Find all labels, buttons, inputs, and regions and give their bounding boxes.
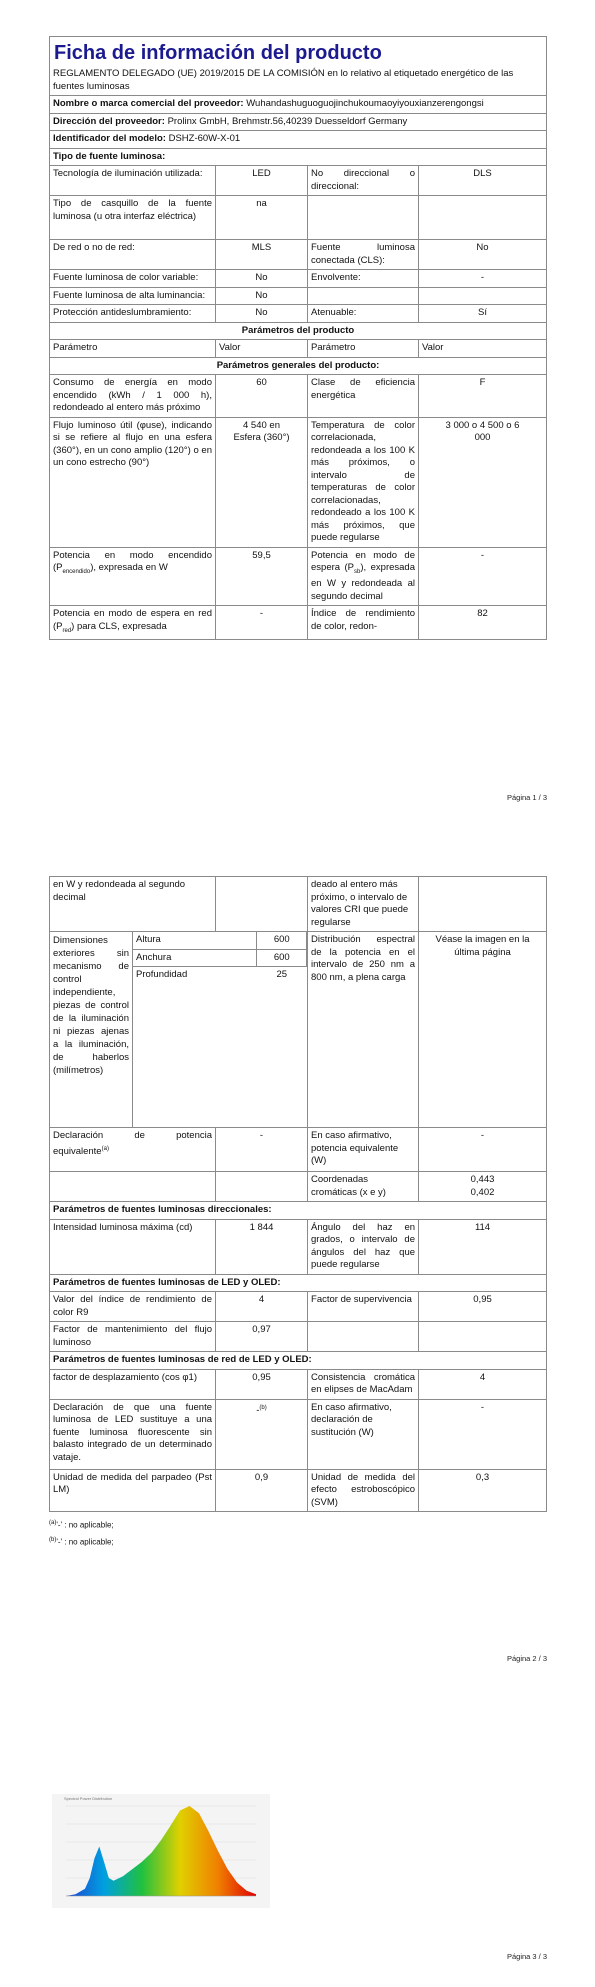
footnote-b: $^{(b)}$'-' : no aplicable; [49, 1536, 114, 1547]
source-row [50, 287, 547, 305]
continued-label: en W y redondeada al segundo decimal [50, 877, 216, 932]
info-table-page-2 [49, 876, 547, 1512]
mains-led-heading: Parámetros de fuentes luminosas de red de LED y OLED: [50, 1352, 547, 1370]
r9-value: 4 [216, 1292, 308, 1322]
chromaticity-label: Coordenadas cromáticas (x e y) [308, 1172, 419, 1202]
dimension-value: 600 [257, 949, 307, 967]
source-label: Tipo de casquillo de la fuente luminosa (u otra interfaz eléctrica) [50, 196, 216, 240]
beam-angle-label: Ángulo del haz en grados, o intervalo de ángulos del haz que puede regularse [308, 1219, 419, 1274]
source-row [50, 240, 547, 270]
dimensions-cell [133, 932, 308, 1128]
page-3 [0, 1780, 595, 1987]
supplier-address-value: Prolinx GmbH, Brehmstr.56,40239 Duesseldorf Germany [167, 115, 408, 127]
param-row [50, 1128, 547, 1172]
param-row [50, 1322, 547, 1352]
cri-label: Índice de rendimiento de color, redon- [308, 606, 419, 640]
equivalent-power-label: En caso afirmativo, potencia equivalente (W) [308, 1128, 419, 1172]
maintenance-value: 0,97 [216, 1322, 308, 1352]
page-2 [0, 876, 595, 1696]
model-value: DSHZ-60W-X-01 [168, 133, 241, 144]
standby-value: - [419, 547, 547, 606]
source-row [50, 270, 547, 288]
source-value: No [216, 305, 308, 323]
source-value: DLS [419, 166, 547, 196]
source-label: Fuente luminosa de alta luminancia: [50, 287, 216, 305]
source-label: Envolvente: [308, 270, 419, 288]
supplier-name-row [50, 96, 547, 114]
model-label: Identificador del modelo: [53, 133, 166, 144]
power-on-label: Potencia en modo encendido $(P_{encendido})$, expresada en W [50, 547, 216, 606]
param-row [50, 877, 547, 932]
supplier-address-row [50, 113, 547, 131]
source-value: LED [216, 166, 308, 196]
intensity-value: 1 844 [216, 1219, 308, 1274]
dimension-value: 25 [276, 969, 288, 980]
source-type-heading: Tipo de fuente luminosa: [50, 148, 547, 166]
spectrum-area [66, 1806, 256, 1896]
supplier-name-label: Nombre o marca comercial del proveedor: [53, 98, 244, 109]
params-heading: Parámetros del producto [50, 322, 547, 340]
source-label: Tecnología de iluminación utilizada: [50, 166, 216, 196]
source-label [308, 287, 419, 305]
macadam-label: Consistencia cromática en elipses de MacAdam [308, 1369, 419, 1399]
continued-label: deado al entero más próximo, o intervalo de valores CRI que puede regularse [308, 877, 419, 932]
equivalent-power-declaration-value: - [216, 1128, 308, 1172]
spectral-label: Distribución espectral de la potencia en el intervalo de 250 nm a 800 nm, a plena carga [308, 932, 419, 1128]
footnote-a: $^{(a)}$'-' : no aplicable; [49, 1520, 114, 1530]
param-value: 3 000 o 4 500 o 6 000 [419, 417, 547, 547]
model-row [50, 131, 547, 149]
source-label: Atenuable: [308, 305, 419, 323]
standby-label: Potencia en modo de espera $(P_{sb})$, expresada en W y redondeada al segundo decimal [308, 547, 419, 606]
param-row [50, 1292, 547, 1322]
page-number: Página 1 / 3 [506, 793, 547, 802]
led-heading: Parámetros de fuentes luminosas de LED y OLED: [50, 1274, 547, 1292]
net-standby-label: Potencia en modo de espera en red $(P_{red})$ para CLS, expresada [50, 606, 216, 640]
chart-header-text: Spectral Power Distribution [64, 1796, 113, 1801]
survival-value: 0,95 [419, 1292, 547, 1322]
dimensions-label: Dimensiones exteriores sin mecanismo de control independiente, piezas de control de la iluminación ni piezas ajenas a la iluminación, de haberlos (milímetros) [50, 932, 133, 1128]
param-row [50, 1469, 547, 1512]
param-row [50, 606, 547, 640]
param-row [50, 1399, 547, 1469]
source-row [50, 166, 547, 196]
equivalent-power-declaration-label: Declaración de potencia equivalente$^{(a)}$ [50, 1128, 216, 1172]
product-sheet-part-2 [49, 876, 546, 1549]
r9-label: Valor del índice de rendimiento de color R9 [50, 1292, 216, 1322]
flicker-label: Unidad de medida del parpadeo (Pst LM) [50, 1469, 216, 1512]
param-label: Flujo luminoso útil (φuse), indicando si se refiere al flujo en una esfera (360°), en un cono amplio (120°) o en un cono estrecho (90°) [50, 417, 216, 547]
param-row [50, 932, 547, 1128]
param-row [50, 1219, 547, 1274]
source-value: Sí [419, 305, 547, 323]
param-label: Consumo de energía en modo encendido (kWh / 1 000 h), redondeado al entero más próximo [50, 375, 216, 418]
source-row [50, 196, 547, 240]
page-title: Ficha de información del producto [54, 42, 382, 64]
beam-angle-value: 114 [419, 1219, 547, 1274]
source-value [419, 287, 547, 305]
replacement-watt-value: - [419, 1399, 547, 1469]
power-on-value: 59,5 [216, 547, 308, 606]
directional-heading: Parámetros de fuentes luminosas direccionales: [50, 1202, 547, 1220]
page-1 [0, 0, 595, 820]
param-row [50, 1172, 547, 1202]
intensity-label: Intensidad luminosa máxima (cd) [50, 1219, 216, 1274]
dimension-label: Altura [133, 932, 257, 949]
chromaticity-value: 0,443 0,402 [419, 1172, 547, 1202]
source-row [50, 305, 547, 323]
source-label: Fuente luminosa de color variable: [50, 270, 216, 288]
param-row [50, 417, 547, 547]
spectral-power-chart [52, 1794, 270, 1908]
param-row [50, 547, 547, 606]
replacement-watt-label: En caso afirmativo, declaración de sustitución (W) [308, 1399, 419, 1469]
column-header-value: Valor [419, 340, 547, 358]
stroboscopic-value: 0,3 [419, 1469, 547, 1512]
info-table-page-1 [49, 36, 547, 640]
param-row [50, 375, 547, 418]
source-label: Fuente luminosa conectada (CLS): [308, 240, 419, 270]
supplier-name-value: Wuhandashuguoguojinchukoumaoyiyouxianzerengongsi [246, 98, 484, 109]
equivalent-power-value: - [419, 1128, 547, 1172]
column-header-param: Parámetro [50, 340, 216, 358]
source-value: - [419, 270, 547, 288]
param-row [50, 1369, 547, 1399]
param-label: Clase de eficiencia energética [308, 375, 419, 418]
page-number: Página 2 / 3 [506, 1654, 547, 1663]
spectral-value: Véase la imagen en la última página [419, 932, 547, 1128]
stroboscopic-label: Unidad de medida del efecto estroboscópico (SVM) [308, 1469, 419, 1512]
cri-value: 82 [419, 606, 547, 640]
flicker-value: 0,9 [216, 1469, 308, 1512]
macadam-value: 4 [419, 1369, 547, 1399]
maintenance-label: Factor de mantenimiento del flujo luminoso [50, 1322, 216, 1352]
column-header-param: Parámetro [308, 340, 419, 358]
param-value: 60 [216, 375, 308, 418]
replacement-value: -$^{(b)}$ [216, 1399, 308, 1469]
displacement-value: 0,95 [216, 1369, 308, 1399]
survival-label: Factor de supervivencia [308, 1292, 419, 1322]
net-standby-value: - [216, 606, 308, 640]
params-header-row [50, 340, 547, 358]
displacement-label: factor de desplazamiento (cos φ1) [50, 1369, 216, 1399]
dimensions-table [133, 932, 307, 984]
dimension-label: Profundidad [136, 969, 188, 980]
source-value: MLS [216, 240, 308, 270]
source-label: Protección antideslumbramiento: [50, 305, 216, 323]
general-params-heading: Parámetros generales del producto: [50, 357, 547, 375]
dimension-value: 600 [257, 932, 307, 949]
source-label: De red o no de red: [50, 240, 216, 270]
param-label: Temperatura de color correlacionada, redondeada a los 100 K más próximos, o intervalo de temperaturas de color correlacionadas, redondeado a los 100 K más próximos, que puede regularse [308, 417, 419, 547]
source-label [308, 196, 419, 240]
source-value: No [216, 270, 308, 288]
product-sheet-part-1 [49, 36, 546, 640]
source-value: No [216, 287, 308, 305]
dimension-label: Anchura [133, 949, 257, 967]
param-value: F [419, 375, 547, 418]
source-value [419, 196, 547, 240]
supplier-address-label: Dirección del proveedor: [53, 115, 165, 127]
column-header-value: Valor [216, 340, 308, 358]
regulation-text: REGLAMENTO DELEGADO (UE) 2019/2015 DE LA COMISIÓN en lo relativo al etiquetado energético de las fuentes luminosas [50, 66, 547, 96]
source-value: na [216, 196, 308, 240]
spectral-chart-image [52, 1794, 270, 1908]
source-value: No [419, 240, 547, 270]
replacement-label: Declaración de que una fuente luminosa de LED sustituye a una fuente luminosa fluorescente sin balasto integrado de un determinado vataje. [50, 1399, 216, 1469]
param-value: 4 540 en Esfera (360°) [216, 417, 308, 547]
source-label: No direccional o direccional: [308, 166, 419, 196]
page-number: Página 3 / 3 [506, 1952, 547, 1961]
